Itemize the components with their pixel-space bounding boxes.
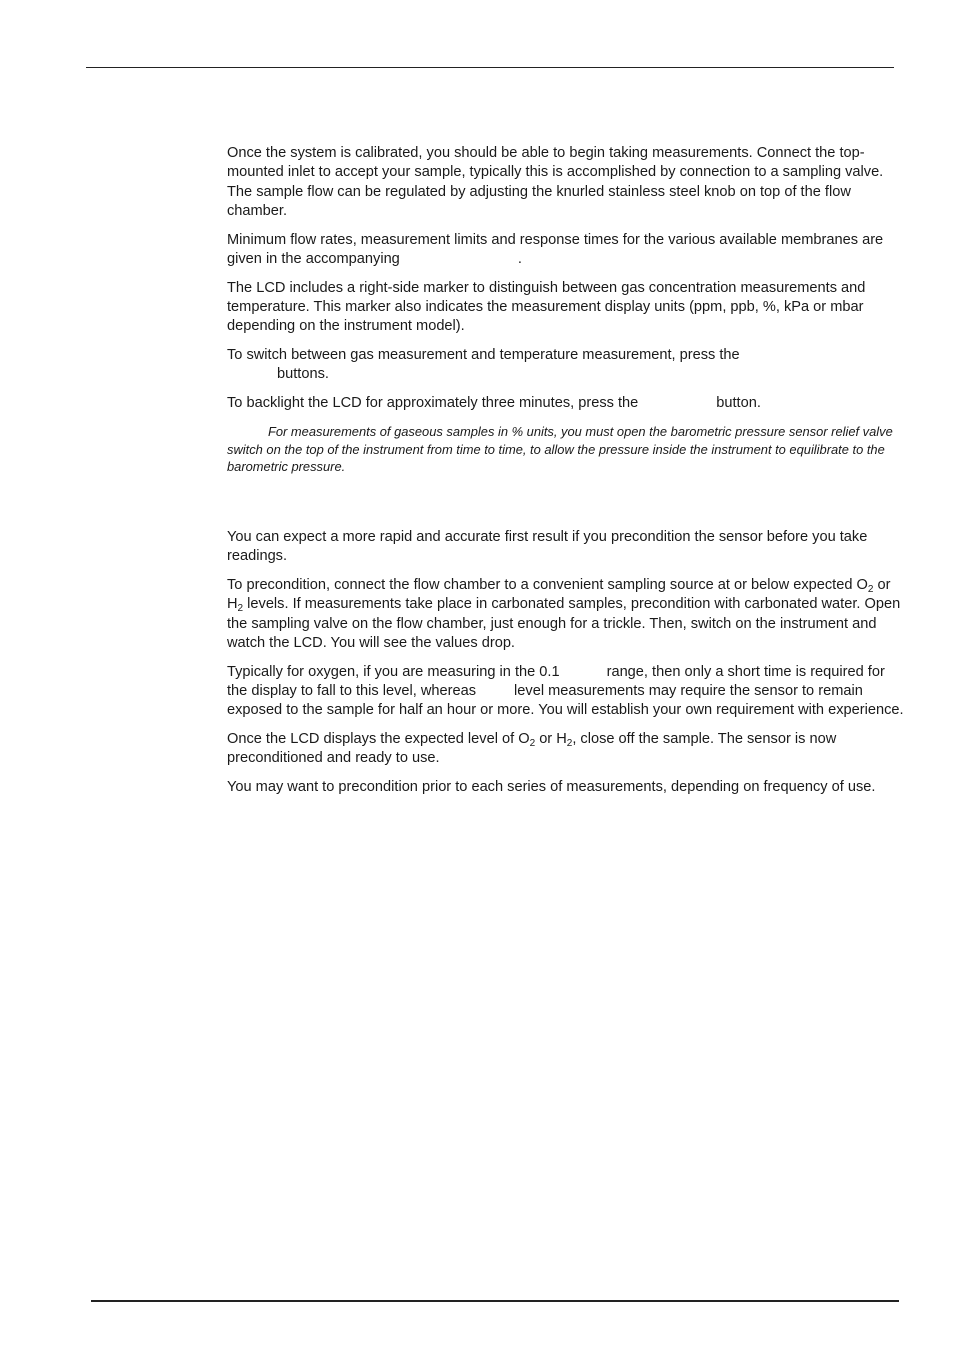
- subscript: 2: [529, 738, 536, 750]
- backlight-text: To backlight the LCD for approximately three minutes, press the: [227, 395, 639, 412]
- measure-intro-paragraph: Once the system is calibrated, you should be able to begin taking measurements. Connect the top-mounted inlet to accept your sample, typically this is accomplished by connection to a sampling valve. The sample flow can be regulated by adjusting the knurled stainless steel knob on top of the flow chamber.: [227, 145, 884, 219]
- switch-mode-text: To switch between gas measurement and temperature measurement, press the: [227, 347, 740, 364]
- subscript: 2: [867, 583, 874, 595]
- switch-mode-paragraph: [227, 346, 909, 385]
- flow-rates-paragraph: [227, 231, 909, 270]
- barometric-note-text: For measurements of gaseous samples in % units, you must open the barometric pressure sensor relief valve switch on the top of the instrument from time to time, to allow the pressure inside the instrument to equilibrate to the barometric pressure.: [227, 424, 893, 475]
- precondition-steps-text-b: or H: [227, 576, 891, 613]
- oxygen-range-text-b: range, then only a short time is required for the display to fall to this level, whereas: [227, 663, 885, 699]
- footer-rule: [91, 1300, 899, 1302]
- precondition-section: [227, 528, 909, 798]
- close-sample-text-c: , close off the sample. The sensor is now preconditioned and ready to use.: [227, 731, 837, 767]
- repeat-precondition-paragraph: You may want to precondition prior to each series of measurements, depending on frequency of use.: [227, 779, 876, 796]
- backlight-paragraph: [227, 394, 909, 413]
- precondition-steps-paragraph: [227, 576, 909, 653]
- precondition-steps-text-c: levels. If measurements take place in carbonated samples, precondition with carbonated water. Open the sampling valve on the flow chamber, just enough for a trickle. Then, switch on the instrument and watch the LCD. You will see the values drop.: [227, 596, 901, 651]
- switch-mode-end: buttons.: [277, 366, 329, 383]
- precondition-steps-text-a: To precondition, connect the flow chamber to a convenient sampling source at or below expected O: [227, 576, 868, 593]
- close-sample-paragraph: [227, 730, 909, 769]
- flow-rates-end: .: [517, 250, 522, 267]
- header-rule: [86, 67, 894, 68]
- close-sample-text-b: or H: [535, 731, 567, 748]
- subscript: 2: [566, 738, 573, 750]
- subscript: 2: [237, 603, 244, 615]
- lcd-marker-paragraph: The LCD includes a right-side marker to distinguish between gas concentration measurements and temperature. This marker also indicates the measurement display units (ppm, ppb, %, kPa or mbar depending on the instrument model).: [227, 279, 866, 335]
- backlight-end: button.: [716, 395, 761, 412]
- oxygen-range-text-c: level measurements may require the sensor to remain exposed to the sample for half an hour or more. You will establish your own requirement with experience.: [227, 682, 904, 719]
- close-sample-text-a: Once the LCD displays the expected level of O: [227, 731, 530, 748]
- oxygen-range-paragraph: [227, 663, 909, 721]
- barometric-note: [227, 423, 909, 476]
- oxygen-range-text-a: Typically for oxygen, if you are measuring in the 0.1: [227, 663, 560, 680]
- page-content: [227, 144, 909, 807]
- flow-rates-text: Minimum flow rates, measurement limits and response times for the various available membranes are given in the accompanying: [227, 231, 884, 267]
- precondition-intro-paragraph: You can expect a more rapid and accurate first result if you precondition the sensor before you take readings.: [227, 528, 868, 565]
